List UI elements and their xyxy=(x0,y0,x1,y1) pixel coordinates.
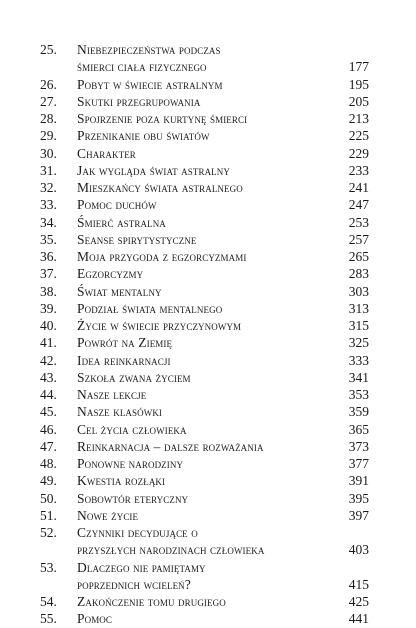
toc-entry-title: Nasze lekcje xyxy=(77,387,147,402)
toc-entry-page: 265 xyxy=(348,249,369,264)
toc-entry-page: 303 xyxy=(348,283,369,299)
toc-entry-page: 247 xyxy=(348,197,369,213)
toc-entry-number: 55. xyxy=(40,611,57,627)
toc-entry xyxy=(0,455,416,472)
toc-entry-title: Pomoc duchów xyxy=(77,197,157,213)
toc-entry-title: Ponowne narodziny xyxy=(77,456,184,471)
toc-entry-title: Charakter xyxy=(77,145,136,161)
toc-entry xyxy=(0,610,416,627)
toc-entry-title: Cel życia człowieka xyxy=(77,421,187,437)
toc-entry-number: 40. xyxy=(40,318,57,333)
toc-entry xyxy=(0,127,416,144)
toc-entry-title: Seanse spirytystyczne xyxy=(77,231,197,247)
toc-entry-page: 373 xyxy=(348,438,369,454)
toc-entry-title: Szkoła zwana życiem xyxy=(77,369,191,385)
toc-entry xyxy=(0,559,416,576)
toc-entry-title: przyszłych narodzinach człowieka xyxy=(77,542,265,558)
toc-entry xyxy=(0,110,416,127)
toc-entry-title: Skutki przegrupowania xyxy=(77,93,201,109)
toc-entry xyxy=(0,472,416,489)
toc-entry-title: Idea reinkarnacji xyxy=(77,352,171,368)
toc-entry xyxy=(0,386,416,403)
toc-entry-page: 257 xyxy=(348,231,369,247)
toc-entry-title: Czynniki decydujące o xyxy=(77,525,198,540)
toc-entry xyxy=(0,283,416,300)
toc-entry-number: 48. xyxy=(40,456,57,471)
toc-entry xyxy=(0,541,416,558)
toc-entry-number: 26. xyxy=(40,76,57,92)
toc-entry xyxy=(0,248,416,265)
toc-entry xyxy=(0,507,416,524)
toc-entry xyxy=(0,524,416,541)
toc-entry-number: 30. xyxy=(40,145,57,161)
toc-entry-number: 45. xyxy=(40,404,57,420)
toc-entry-number: 27. xyxy=(40,93,57,109)
toc-entry xyxy=(0,490,416,507)
toc-entry xyxy=(0,76,416,93)
toc-entry-page: 225 xyxy=(348,128,369,144)
toc-entry-title: Nowe życie xyxy=(77,507,139,523)
toc-entry xyxy=(0,196,416,213)
toc-entry-page: 315 xyxy=(348,318,369,333)
toc-entry-number: 33. xyxy=(40,197,57,213)
toc-entry xyxy=(0,334,416,351)
toc-entry-number: 46. xyxy=(40,421,57,437)
toc-entry-title: Niebezpieczeństwa podczas xyxy=(77,42,221,57)
toc-entry-page: 205 xyxy=(348,93,369,109)
toc-entry-page: 441 xyxy=(348,611,369,627)
toc-entry-number: 36. xyxy=(40,249,57,264)
toc-entry-title: Mieszkańcy świata astralnego xyxy=(77,180,243,195)
toc-entry-number: 37. xyxy=(40,266,57,282)
toc-entry-number: 42. xyxy=(40,352,57,368)
toc-entry-page: 415 xyxy=(348,576,369,592)
toc-entry-page: 325 xyxy=(348,335,369,351)
toc-entry-page: 365 xyxy=(348,421,369,437)
toc-entry xyxy=(0,317,416,334)
toc-entry-title: Świat mentalny xyxy=(77,283,162,299)
toc-entry-page: 177 xyxy=(348,59,369,75)
toc-entry-page: 233 xyxy=(348,162,369,178)
toc-entry xyxy=(0,438,416,455)
toc-entry-title: Powrót na Ziemię xyxy=(77,335,173,351)
toc-entry-number: 32. xyxy=(40,180,57,195)
toc-entry xyxy=(0,231,416,248)
toc-entry xyxy=(0,369,416,386)
toc-entry-number: 35. xyxy=(40,231,57,247)
toc-entry xyxy=(0,576,416,593)
toc-entry-title: Dlaczego nie pamiętamy xyxy=(77,559,206,575)
toc-entry-title: Sobowtór eteryczny xyxy=(77,490,189,506)
toc-entry-title: Nasze klasówki xyxy=(77,404,163,420)
toc-entry xyxy=(0,41,416,58)
toc-entry-page: 353 xyxy=(348,387,369,402)
table-of-contents xyxy=(0,41,416,628)
toc-entry-title: Moja przygoda z egzorcyzmami xyxy=(77,249,247,264)
toc-entry-page: 241 xyxy=(348,180,369,195)
toc-entry xyxy=(0,403,416,420)
toc-entry-title: Pobyt w świecie astralnym xyxy=(77,76,223,92)
toc-entry-page: 359 xyxy=(348,404,369,420)
toc-entry xyxy=(0,300,416,317)
toc-entry xyxy=(0,593,416,610)
toc-entry-number: 53. xyxy=(40,559,57,575)
toc-entry-title: Egzorcyzmy xyxy=(77,266,144,282)
toc-entry-page: 253 xyxy=(348,214,369,230)
toc-entry-title: Spojrzenie poza kurtynę śmierci xyxy=(77,111,248,126)
toc-entry-number: 43. xyxy=(40,369,57,385)
toc-entry-page: 341 xyxy=(348,369,369,385)
toc-entry-title: poprzednich wcieleń? xyxy=(77,576,191,592)
toc-entry-page: 397 xyxy=(348,507,369,523)
toc-entry-page: 283 xyxy=(348,266,369,282)
toc-entry xyxy=(0,421,416,438)
toc-entry-page: 333 xyxy=(348,352,369,368)
toc-entry-title: Przenikanie obu światów xyxy=(77,128,210,144)
toc-entry xyxy=(0,162,416,179)
toc-entry-number: 28. xyxy=(40,111,57,126)
toc-entry-page: 391 xyxy=(348,473,369,489)
toc-entry-number: 34. xyxy=(40,214,57,230)
toc-entry-number: 31. xyxy=(40,162,57,178)
toc-entry-page: 229 xyxy=(348,145,369,161)
toc-entry-number: 50. xyxy=(40,490,57,506)
toc-entry xyxy=(0,179,416,196)
toc-entry xyxy=(0,214,416,231)
toc-entry-title: Podział świata mentalnego xyxy=(77,300,223,316)
toc-entry-title: Śmierć astralna xyxy=(77,214,166,230)
toc-entry-title: Zakończenie tomu drugiego xyxy=(77,594,226,609)
toc-entry-title: śmierci ciała fizycznego xyxy=(77,59,207,75)
toc-entry-page: 395 xyxy=(348,490,369,506)
toc-entry-page: 313 xyxy=(348,300,369,316)
toc-entry-number: 52. xyxy=(40,525,57,540)
toc-entry-page: 195 xyxy=(348,76,369,92)
toc-entry xyxy=(0,93,416,110)
toc-entry-number: 54. xyxy=(40,594,57,609)
toc-entry-number: 44. xyxy=(40,387,57,402)
toc-entry-title: Kwestia rozłąki xyxy=(77,473,166,489)
toc-entry-page: 425 xyxy=(348,594,369,609)
toc-entry-title: Życie w świecie przyczynowym xyxy=(77,318,242,333)
toc-entry-number: 39. xyxy=(40,300,57,316)
toc-entry xyxy=(0,58,416,75)
toc-entry-number: 29. xyxy=(40,128,57,144)
toc-entry-title: Pomoc xyxy=(77,611,113,627)
toc-entry-number: 49. xyxy=(40,473,57,489)
toc-entry-number: 47. xyxy=(40,438,57,454)
toc-entry-number: 38. xyxy=(40,283,57,299)
toc-entry-number: 51. xyxy=(40,507,57,523)
toc-entry-number: 41. xyxy=(40,335,57,351)
toc-entry-title: Jak wygląda świat astralny xyxy=(77,162,230,178)
toc-entry xyxy=(0,265,416,282)
toc-entry-page: 403 xyxy=(348,542,369,558)
toc-entry xyxy=(0,145,416,162)
toc-entry-page: 213 xyxy=(348,111,369,126)
toc-entry xyxy=(0,352,416,369)
toc-entry-page: 377 xyxy=(348,456,369,471)
toc-entry-title: Reinkarnacja – dalsze rozważania xyxy=(77,438,264,454)
toc-entry-number: 25. xyxy=(40,42,57,57)
